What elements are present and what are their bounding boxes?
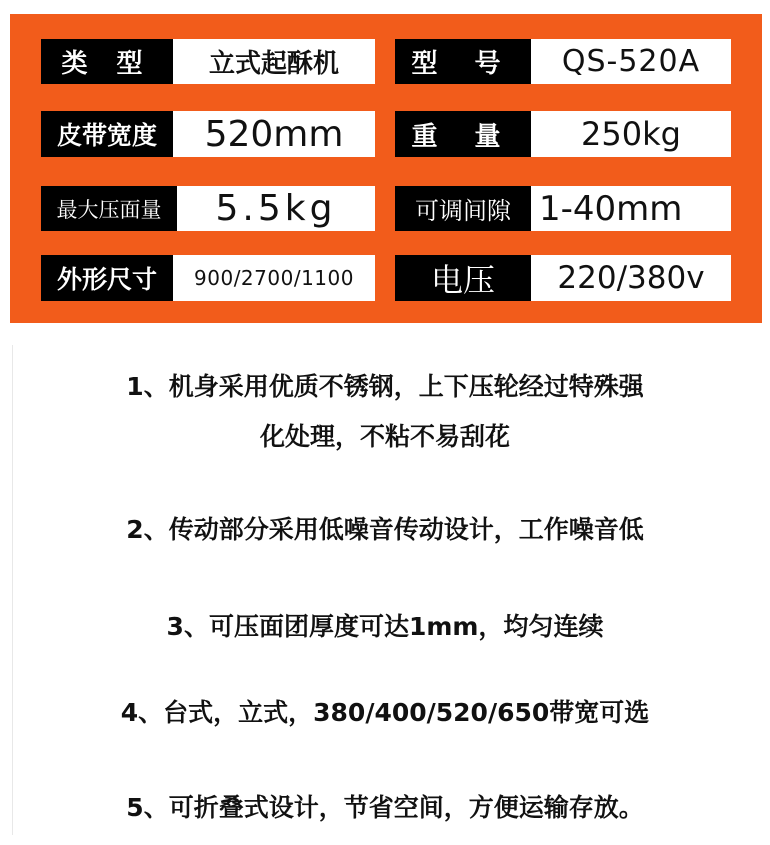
weight-value [531, 111, 731, 157]
weight-value-text: 250kg [581, 115, 681, 153]
max-dough-value-text: 5.5kg [215, 188, 337, 229]
gap-value-text: 1-40mm [539, 188, 683, 229]
type-value [173, 39, 375, 84]
gap-label [395, 186, 531, 231]
model-value [531, 39, 731, 84]
max-dough-value [177, 186, 375, 231]
dimensions-label-text: 外形尺寸 [56, 265, 157, 294]
feature-item-5: 5、可折叠式设计，节省空间，方便运输存放。 [126, 793, 644, 822]
feature-item-1: 1、机身采用优质不锈钢，上下压轮经过特殊强 [126, 372, 644, 401]
dimensions-label [41, 255, 173, 301]
voltage-label-text: 电压 [430, 261, 495, 299]
belt-width-label [41, 111, 173, 157]
dimensions-value [173, 255, 375, 301]
feature-item-3: 3、可压面团厚度可达1mm，均匀连续 [166, 612, 604, 641]
feature-item-4: 4、台式，立式，380/400/520/650带宽可选 [120, 698, 650, 727]
model-label [395, 39, 531, 84]
feature-item-1-continued: 化处理，不粘不易刮花 [259, 422, 510, 451]
dimensions-value-text: 900/2700/1100 [194, 266, 354, 290]
feature-item-2: 2、传动部分采用低噪音传动设计，工作噪音低 [126, 515, 644, 544]
model-value-text: QS-520A [561, 44, 701, 79]
belt-width-value-text: 520mm [204, 113, 344, 155]
feature-list [0, 323, 770, 845]
voltage-value [531, 255, 731, 301]
type-label [41, 39, 173, 84]
belt-width-label-text: 皮带宽度 [56, 121, 157, 150]
type-value-text: 立式起酥机 [208, 49, 339, 79]
gap-label-text: 可调间隙 [415, 197, 511, 225]
belt-width-value [173, 111, 375, 157]
gap-value [531, 186, 731, 231]
voltage-label [395, 255, 531, 301]
type-label-text: 类 型 [61, 49, 153, 79]
weight-label [395, 111, 531, 157]
model-label-text: 型 号 [411, 49, 515, 79]
max-dough-label-text: 最大压面量 [56, 197, 162, 222]
weight-label-text: 重 量 [411, 121, 515, 152]
max-dough-label [41, 186, 177, 231]
voltage-value-text: 220/380v [557, 260, 705, 296]
spec-panel [10, 14, 762, 323]
